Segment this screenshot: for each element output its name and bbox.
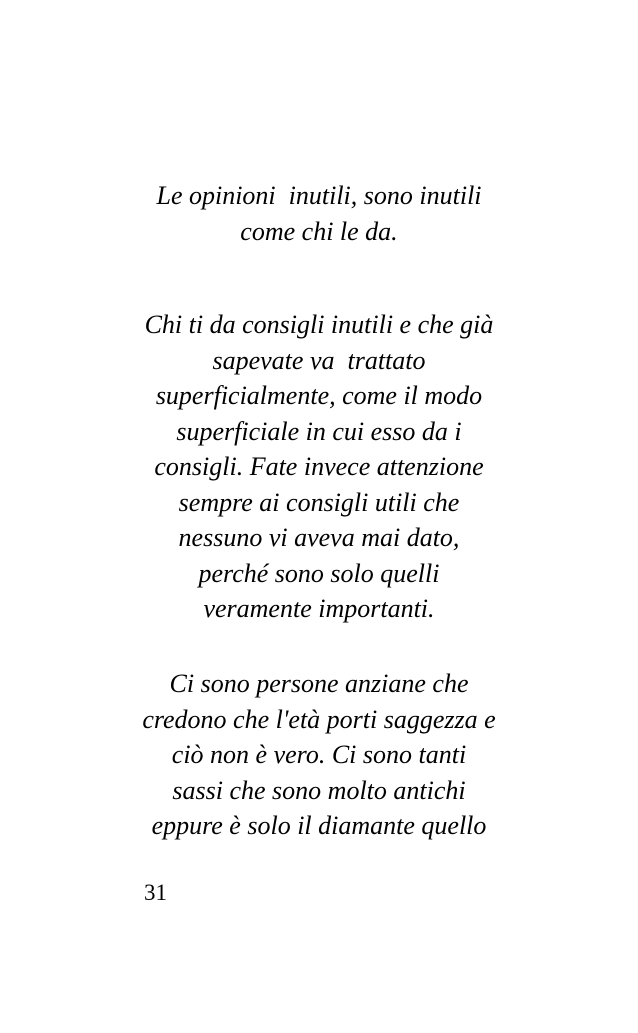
paragraph-consigli [100,307,538,627]
page-number: 31 [144,880,167,905]
paragraph-opinioni [100,178,538,249]
paragraph-persone-anziane [100,666,538,844]
text-line: nessuno vi aveva mai dato, [178,523,460,552]
text-line: Le opinioni inutili, sono inutili [156,181,482,210]
text-line: superficiale in cui esso da i [176,416,462,446]
text-line: veramente importanti. [203,594,435,623]
text-line: sapevate va trattato [212,345,426,375]
text-line: credono che l'età porti saggezza e [142,704,496,734]
text-line: Chi ti da consigli inutili e che già [144,310,494,339]
text-line: sempre ai consigli utili che [178,487,460,517]
text-line: superficialmente, come il modo [155,381,483,410]
text-line: consigli. Fate invece attenzione [154,452,484,481]
text-line: eppure è solo il diamante quello [151,811,487,840]
text-line: come chi le da. [240,216,398,246]
text-line: perché sono solo quelli [198,558,440,588]
text-line: ciò non è vero. Ci sono tanti [171,740,467,769]
text-line: Ci sono persone anziane che [169,669,469,698]
text-line: sassi che sono molto antichi [172,775,466,805]
